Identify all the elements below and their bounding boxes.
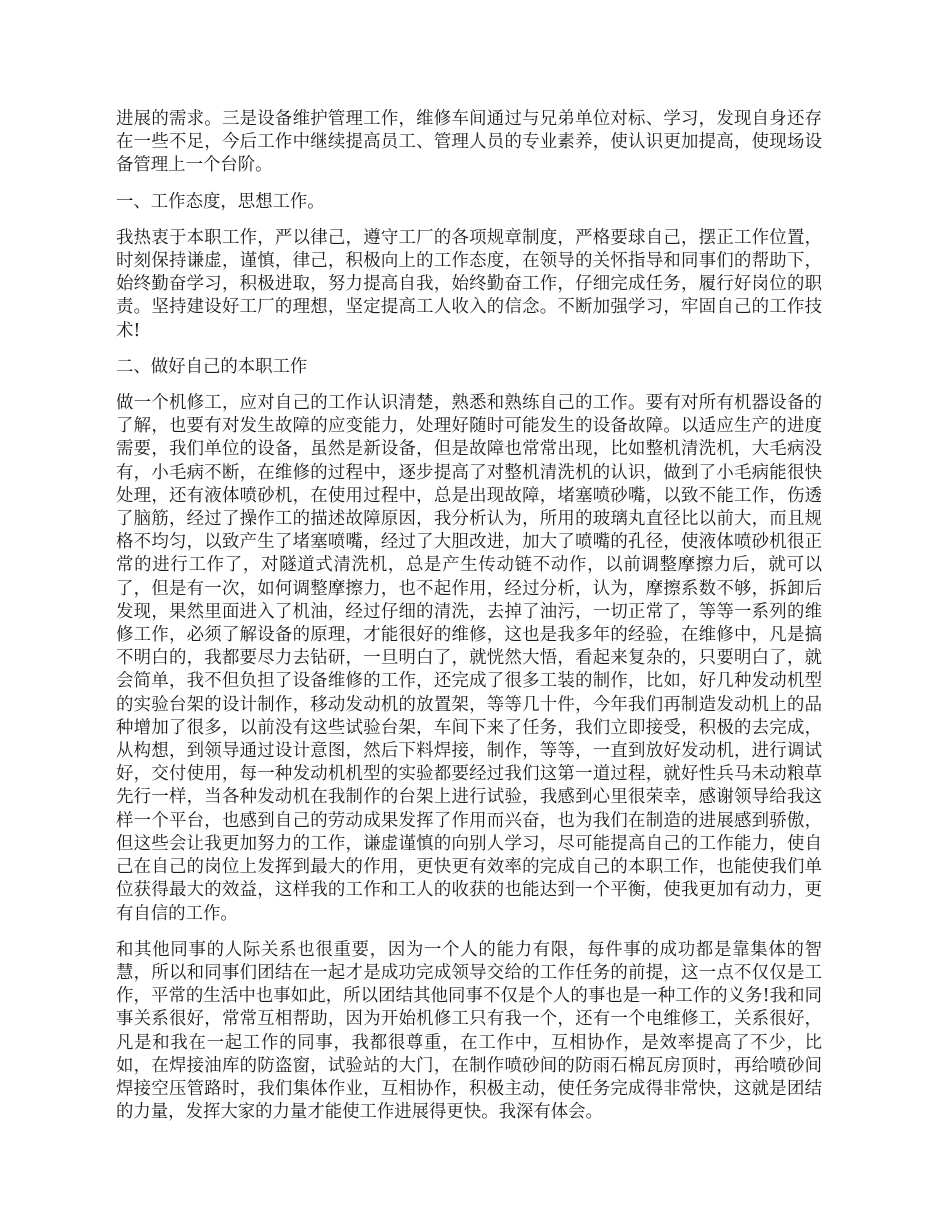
paragraph-own-duties: 做一个机修工，应对自己的工作认识清楚，熟悉和熟练自己的工作。要有对所有机器设备的了解，也要有对发生故障的应变能力，处理好随时可能发生的设备故障。以适应生产的进度需要，我们单位的设备，虽然是新设备，但是故障也常常出现，比如整机清洗机，大毛病没有，小毛病不断，在维修的过程中，逐步提高了对整机清洗机的认识，做到了小毛病能很快处理，还有液体喷砂机，在使用过程中，总是出现故障，堵塞喷砂嘴，以致不能工作，伤透了脑筋，经过了操作工的描述故障原因，我分析认为，所用的玻璃丸直径比以前大，而且规格不均匀，以致产生了堵塞喷嘴，经过了大胆改进，加大了喷嘴的孔径，使液体喷砂机很正常的进行工作了，对隧道式清洗机，总是产生传动链不动作，以前调整摩擦力后，就可以了，但是有一次，如何调整摩擦力，也不起作用，经过分析，认为，摩擦系数不够，拆卸后发现，果然里面进入了机油，经过仔细的清洗，去掉了油污，一切正常了，等等一系列的维修工作，必须了解设备的原理，才能很好的维修，这也是我多年的经验，在维修中，凡是搞不明白的，我都要尽力去钻研，一旦明白了，就恍然大悟，看起来复杂的，只要明白了，就会简单，我不但负担了设备维修的工作，还完成了很多工装的制作，比如，好几种发动机型的实验台架的设计制作，移动发动机的放置架，等等几十件，今年我们再制造发动机上的品种增加了很多，以前没有这些试验台架，车间下来了任务，我们立即接受，积极的去完成，从构想，到领导通过设计意图，然后下料焊接，制作，等等，一直到放好发动机，进行调试好，交付使用，每一种发动机机型的实验都要经过我们这第一道过程，就好性兵马未动粮草先行一样，当各种发动机在我制作的台架上进行试验，我感到心里很荣幸，感谢领导给我这样一个平台，也感到自己的劳动成果发挥了作用而兴奋，也为我们在制造的进展感到骄傲，但这些会让我更加努力的工作，谦虚谨慎的向别人学习，尽可能提高自己的工作能力，使自己在自己的岗位上发挥到最大的作用，更快更有效率的完成自己的本职工作，也能使我们单位获得最大的效益，这样我的工作和工人的收获的也能达到一个平衡，使我更加有动力，更有自信的工作。 <box>116 393 822 924</box>
paragraph-work-attitude: 我热衷于本职工作，严以律己，遵守工厂的各项规章制度，严格要球自己，摆正工作位置，时刻保持谦虚，谨慎，律己，积极向上的工作态度，在领导的关怀指导和同事们的帮助下，始终勤奋学习，积极进取，努力提高自我，始终勤奋工作，仔细完成任务，履行好岗位的职责。坚持建设好工厂的理想，坚定提高工人收入的信念。不断加强学习，牢固自己的工作技术! <box>116 227 822 341</box>
paragraph-colleague-relations: 和其他同事的人际关系也很重要，因为一个人的能力有限，每件事的成功都是靠集体的智慧，所以和同事们团结在一起才是成功完成领导交给的工作任务的前提，这一点不仅仅是工作，平常的生活中也事如此，所以团结其他同事不仅是个人的事也是一种工作的义务!我和同事关系很好，常常互相帮助，因为开始机修工只有我一个，还有一个电维修工，关系很好，凡是和我在一起工作的同事，我都很尊重，在工作中，互相协作，是效率提高了不少，比如，在焊接油库的防盗窗，试验站的大门，在制作喷砂间的防雨石棉瓦房顶时，再给喷砂间焊接空压管路时，我们集体作业，互相协作，积极主动，使任务完成得非常快，这就是团结的力量，发挥大家的力量才能使工作进展得更快。我深有体会。 <box>116 939 822 1123</box>
section-heading-work-attitude: 一、工作态度，思想工作。 <box>116 191 325 212</box>
section-heading-own-duties: 二、做好自己的本职工作 <box>116 356 308 377</box>
document-body <box>116 108 822 1137</box>
paragraph-intro: 进展的需求。三是设备维护管理工作，维修车间通过与兄弟单位对标、学习，发现自身还存在一些不足，今后工作中继续提高员工、管理人员的专业素养，使认识更加提高，使现场设备管理上一个台阶。 <box>116 109 822 176</box>
